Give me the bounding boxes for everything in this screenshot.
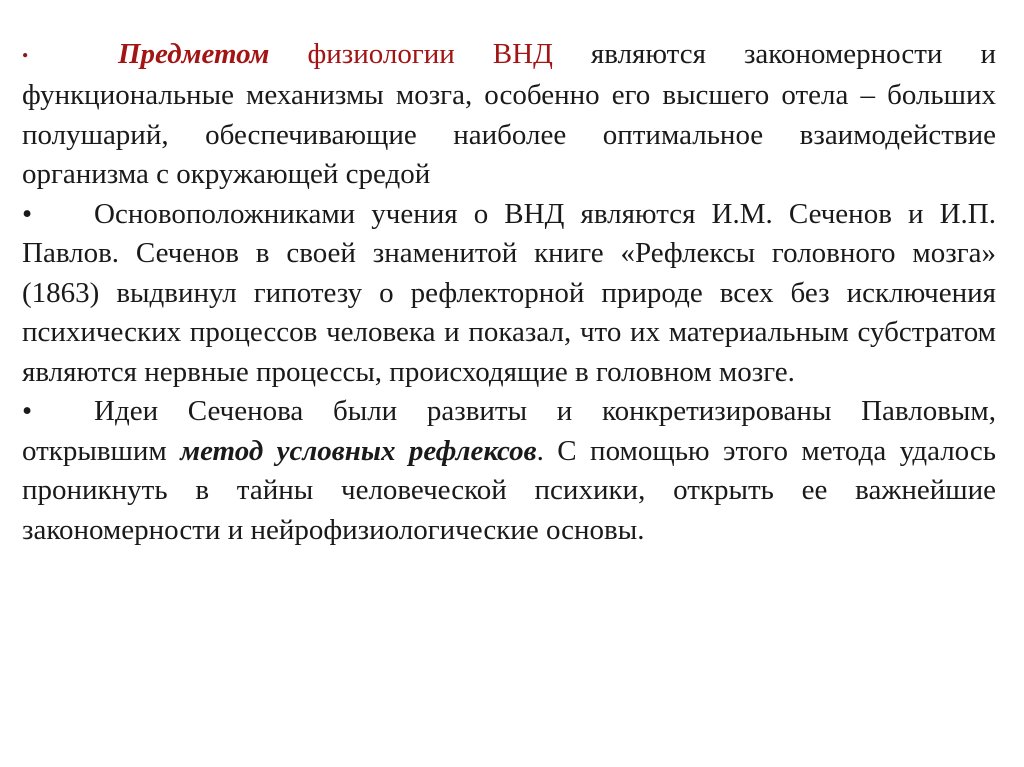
paragraph-text-before: Идеи Сеченова были развиты и конкретизированы Павловым, открывшим bbox=[22, 395, 996, 467]
bullet-icon: • bbox=[22, 197, 33, 230]
bullet-icon: • bbox=[22, 395, 33, 428]
paragraph-subject bbox=[22, 35, 996, 195]
paragraph-text: являются закономерности и функциональные механизмы мозга, особенно его высшего отела – больших полушарий, обеспечивающие наиболее оптимальное взаимодействие организма с окружающей средой bbox=[22, 38, 996, 191]
paragraph-text: Основоположниками учения о ВНД являются И.М. Сеченов и И.П. Павлов. Сеченов в своей знаменитой книге «Рефлексы головного мозга» (1863) выдвинул гипотезу о рефлекторной природе всех без исключения психических процессов человека и показал, что их материальным субстратом являются нервные процессы, происходящие в головном мозге. bbox=[22, 197, 996, 388]
slide-content bbox=[22, 35, 996, 550]
paragraph-pavlov-method bbox=[22, 392, 996, 550]
paragraph-founders bbox=[22, 195, 996, 393]
bullet-icon: • bbox=[22, 45, 29, 66]
paragraph-text-after: . С помощью этого метода удалось проникнуть в тайны человеческой психики, открыть ее важнейшие закономерности и нейрофизиологические основы. bbox=[22, 434, 996, 546]
term-subject-rest: физиологии ВНД bbox=[269, 38, 553, 70]
term-subject: Предметом bbox=[118, 38, 270, 70]
term-conditioned-reflex-method: метод условных рефлексов bbox=[180, 434, 537, 467]
